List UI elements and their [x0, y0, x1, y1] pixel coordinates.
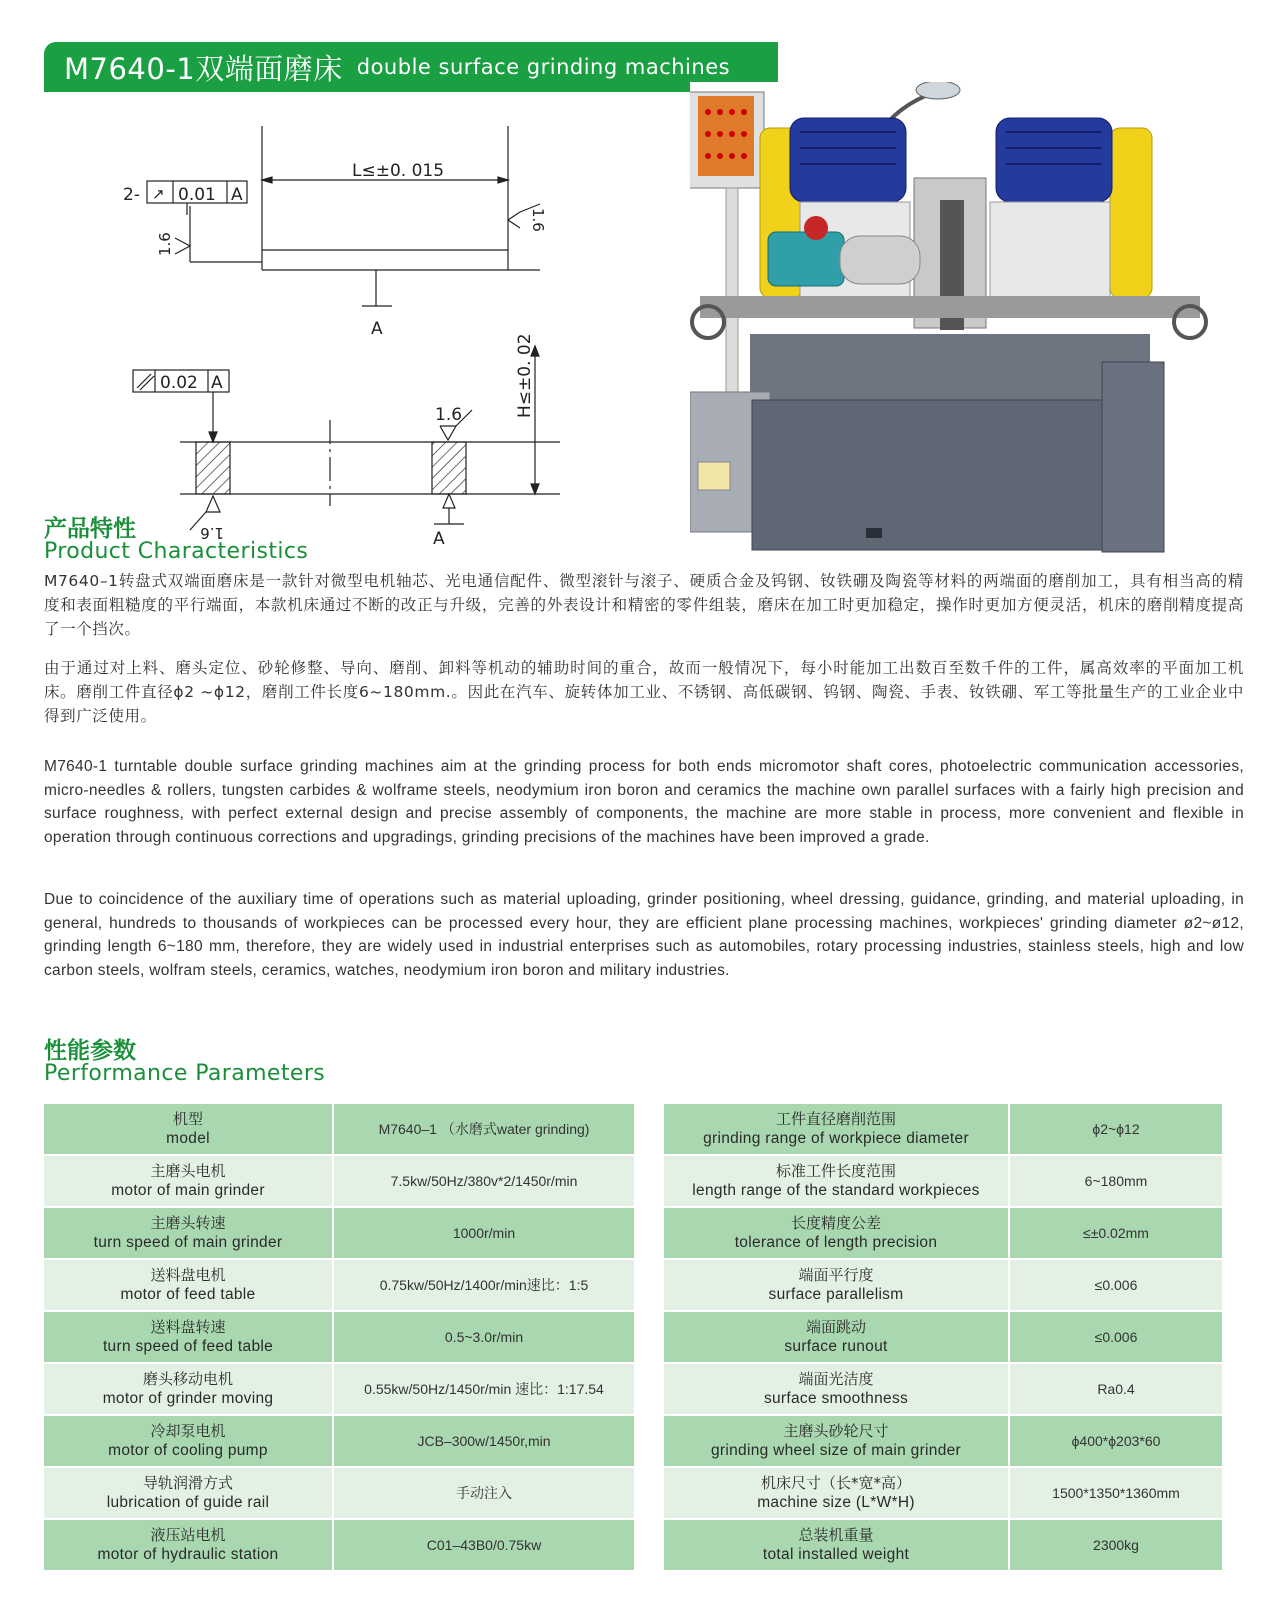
spec-value: ≤±0.02mm [1010, 1208, 1222, 1260]
spec-label [664, 1156, 1010, 1208]
roughness-lower: 1.6 [435, 405, 463, 425]
spec-label-en: motor of cooling pump [108, 1442, 268, 1459]
section-characteristics-title-en: Product Characteristics [44, 539, 309, 564]
spec-label-cn: 送料盘电机 [150, 1266, 226, 1284]
tol2-value: 0.02 [160, 373, 198, 393]
spec-label [44, 1104, 334, 1156]
machine-photo [690, 82, 1210, 562]
spec-label [44, 1468, 334, 1520]
spec-label-en: grinding range of workpiece diameter [703, 1130, 969, 1147]
spec-label-cn: 冷却泵电机 [150, 1422, 226, 1440]
spec-label-cn: 机床尺寸（长*宽*高） [760, 1474, 911, 1492]
spec-label-en: surface runout [784, 1338, 888, 1355]
spec-row [664, 1468, 1222, 1520]
spec-row [664, 1520, 1222, 1572]
section-parameters-title-en: Performance Parameters [44, 1061, 326, 1086]
spec-table-left [44, 1104, 634, 1572]
spec-value: ϕ2~ϕ12 [1010, 1104, 1222, 1156]
datum-upper: A [371, 319, 383, 339]
spec-label-cn: 端面光洁度 [798, 1370, 874, 1388]
tol1-value: 0.01 [178, 185, 216, 205]
page-subtitle: double surface grinding machines [356, 55, 731, 79]
spec-row [664, 1312, 1222, 1364]
spec-label [44, 1364, 334, 1416]
paragraph-cn-2: 由于通过对上料、磨头定位、砂轮修整、导向、磨削、卸料等机动的辅助时间的重合，故而一般情况下，每小时能加工出数百至数千件的工件，属高效率的平面加工机床。磨削工件直径ϕ2 ~ϕ12，磨削工件长度6~180mm.。因此在汽车、旋转体加工业、不锈钢、高低碳钢、钨钢、陶瓷、手表、钕铁硼、军工等批量生产的工业企业中得到广泛使用。 [44, 659, 1244, 725]
spec-label-cn: 工件直径磨削范围 [775, 1110, 896, 1128]
spec-value: ≤0.006 [1010, 1260, 1222, 1312]
spec-label-en: turn speed of feed table [102, 1338, 274, 1355]
datum-lower: A [433, 529, 445, 549]
section-characteristics-title-cn: 产品特性 [44, 516, 136, 542]
spec-label-en: tolerance of length precision [734, 1234, 938, 1251]
paragraph-cn-1: M7640–1转盘式双端面磨床是一款针对微型电机轴芯、光电通信配件、微型滚针与滚子、硬质合金及钨钢、钕铁硼及陶瓷等材料的两端面的磨削加工，具有相当高的精度和表面粗糙度的平行端面，本款机床通过不断的改正与升级，完善的外表设计和精密的零件组装，磨床在加工时更加稳定，操作时更加方便灵活，机床的磨削精度提高了一个挡次。 [44, 572, 1244, 638]
spec-label [664, 1260, 1010, 1312]
spec-value: 0.55kw/50Hz/1450r/min 速比：1:17.54 [334, 1364, 634, 1416]
length-label: L≤±0. 015 [352, 161, 445, 181]
spec-row [44, 1520, 634, 1572]
spec-value: C01–43B0/0.75kw [334, 1520, 634, 1572]
roughness-bottom: 1.6 [200, 524, 224, 542]
spec-row [44, 1416, 634, 1468]
spec-label-en: motor of main grinder [111, 1182, 265, 1199]
spec-label-en: machine size (L*W*H) [757, 1494, 915, 1511]
spec-label [44, 1312, 334, 1364]
spec-label [664, 1208, 1010, 1260]
spec-row [664, 1208, 1222, 1260]
spec-row [44, 1104, 634, 1156]
tol1-symbol: ↗ [152, 185, 165, 203]
spec-label-cn: 送料盘转速 [150, 1318, 226, 1336]
tol1-datum: A [231, 185, 243, 205]
spec-label [44, 1416, 334, 1468]
spec-value: 1500*1350*1360mm [1010, 1468, 1222, 1520]
spec-label [44, 1520, 334, 1572]
spec-label-cn: 主磨头砂轮尺寸 [783, 1422, 889, 1440]
spec-label-en: model [166, 1130, 210, 1147]
tol2-datum: A [211, 373, 223, 393]
spec-value: 2300kg [1010, 1520, 1222, 1572]
section-parameters-title-cn: 性能参数 [44, 1038, 136, 1064]
paragraph-en-1: M7640-1 turntable double surface grinding machines aim at the grinding process for both ends micromotor shaft cores, photoelectric communication accessories, micro-needles & rollers, tungsten carbides & wolframe steels, neodymium iron boron and ceramics the machine own parallel surfaces with a fairly high precision and surface roughness, with perfect external design and precise assembly of components, the machine are more stable in process, more convenient and flexible in operation through continuous corrections and upgradings, grinding precisions of the machines have been improved a grade. [44, 758, 1244, 846]
spec-label [44, 1156, 334, 1208]
spec-label-en: grinding wheel size of main grinder [710, 1442, 961, 1459]
height-label: H≤±0. 02 [515, 333, 535, 418]
spec-row [44, 1364, 634, 1416]
spec-label [664, 1468, 1010, 1520]
spec-row [44, 1208, 634, 1260]
title-banner [44, 42, 778, 92]
spec-label [664, 1312, 1010, 1364]
spec-label-en: motor of grinder moving [102, 1390, 274, 1407]
spec-value: 1000r/min [334, 1208, 634, 1260]
spec-label-cn: 主磨头电机 [150, 1162, 226, 1180]
spec-label-en: motor of feed table [120, 1286, 256, 1303]
spec-label-en: motor of hydraulic station [97, 1546, 279, 1563]
tolerance-drawing [100, 120, 560, 550]
spec-value: M7640–1 （水磨式water grinding) [334, 1104, 634, 1156]
spec-value: ≤0.006 [1010, 1312, 1222, 1364]
roughness-left: 1.6 [156, 232, 174, 256]
roughness-right: 1.6 [529, 208, 547, 232]
page-title: M7640-1双端面磨床 [64, 51, 343, 86]
spec-value: 0.5~3.0r/min [334, 1312, 634, 1364]
spec-label-en: total installed weight [762, 1546, 910, 1563]
spec-label-cn: 总装机重量 [798, 1526, 874, 1544]
spec-label-cn: 长度精度公差 [790, 1214, 881, 1232]
spec-table-right [664, 1104, 1222, 1572]
spec-label-en: lubrication of guide rail [106, 1494, 270, 1511]
paragraph-en-2: Due to coincidence of the auxiliary time of operations such as material uploading, grinder positioning, wheel dressing, guidance, grinding, and material uploading, in general, hundreds to thousands of workpieces can be processed every hour, they are efficient plane processing machines, workpieces' grinding diameter ø2~ø12, grinding length 6~180 mm, therefore, they are widely used in industrial enterprises such as automobiles, rotary processing industries, stainless steels, high and low carbon steels, wolfram steels, ceramics, watches, neodymium iron boron and military industries. [44, 891, 1244, 979]
spec-row [44, 1156, 634, 1208]
spec-label-cn: 磨头移动电机 [142, 1370, 233, 1388]
spec-label-en: length range of the standard workpieces [692, 1182, 980, 1199]
spec-row [664, 1416, 1222, 1468]
spec-label-en: surface parallelism [768, 1286, 904, 1303]
spec-label-cn: 液压站电机 [150, 1526, 226, 1544]
spec-label [44, 1260, 334, 1312]
spec-value: 手动注入 [334, 1468, 634, 1520]
spec-label [664, 1364, 1010, 1416]
spec-value: JCB–300w/1450r,min [334, 1416, 634, 1468]
spec-row [664, 1156, 1222, 1208]
spec-value: 0.75kw/50Hz/1400r/min速比：1:5 [334, 1260, 634, 1312]
spec-row [44, 1312, 634, 1364]
spec-row [44, 1468, 634, 1520]
spec-row [664, 1260, 1222, 1312]
spec-label-cn: 机型 [172, 1110, 203, 1128]
spec-label-cn: 主磨头转速 [150, 1214, 226, 1232]
spec-value: Ra0.4 [1010, 1364, 1222, 1416]
spec-label-cn: 端面跳动 [805, 1318, 866, 1336]
spec-label-en: surface smoothness [763, 1390, 909, 1407]
spec-row [44, 1260, 634, 1312]
spec-label-cn: 标准工件长度范围 [775, 1162, 896, 1180]
spec-label [44, 1208, 334, 1260]
tol1-prefix: 2- [123, 185, 140, 205]
spec-label [664, 1416, 1010, 1468]
spec-row [664, 1364, 1222, 1416]
spec-value: 6~180mm [1010, 1156, 1222, 1208]
spec-label [664, 1104, 1010, 1156]
spec-label [664, 1520, 1010, 1572]
spec-value: ϕ400*ϕ203*60 [1010, 1416, 1222, 1468]
spec-row [664, 1104, 1222, 1156]
spec-label-cn: 端面平行度 [798, 1266, 874, 1284]
spec-value: 7.5kw/50Hz/380v*2/1450r/min [334, 1156, 634, 1208]
spec-label-en: turn speed of main grinder [93, 1234, 283, 1251]
spec-label-cn: 导轨润滑方式 [142, 1474, 233, 1492]
